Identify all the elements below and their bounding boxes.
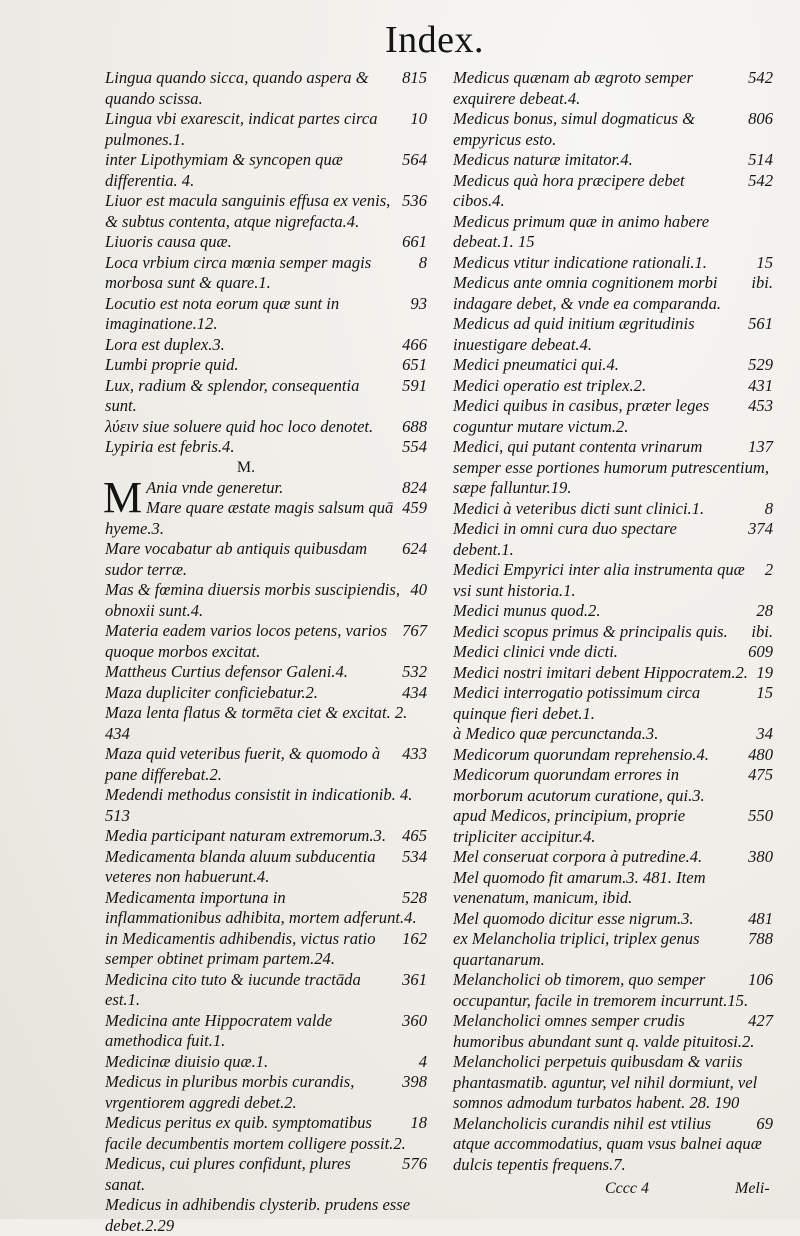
entry-page-number: 361 bbox=[402, 969, 427, 989]
index-entry bbox=[453, 1052, 773, 1114]
entry-text: Medicus naturæ imitator.4. bbox=[453, 150, 633, 169]
index-entry bbox=[453, 560, 773, 601]
index-entry bbox=[105, 683, 427, 704]
entry-text: Mel conseruat corpora à putredine.4. bbox=[453, 847, 703, 866]
entry-text: Maza quid veteribus fuerit, & quomodo à pane differebat.2. bbox=[105, 744, 381, 784]
index-entry bbox=[453, 622, 773, 643]
index-entry bbox=[453, 171, 773, 212]
entry-text: Liuoris causa quæ. bbox=[105, 232, 232, 251]
index-entry bbox=[453, 212, 773, 253]
index-entry bbox=[453, 683, 773, 724]
index-entry bbox=[453, 929, 773, 970]
index-entry bbox=[453, 253, 773, 274]
index-entry bbox=[105, 662, 427, 683]
index-entry bbox=[453, 437, 773, 499]
entry-text: Medici Empyrici inter alia instrumenta quæ vsi sunt historia.1. bbox=[453, 560, 745, 600]
index-entry bbox=[105, 335, 427, 356]
entry-text: à Medico quæ percunctanda.3. bbox=[453, 724, 659, 743]
entry-page-number: 824 bbox=[402, 477, 427, 497]
index-entry bbox=[453, 909, 773, 930]
entry-page-number: 514 bbox=[748, 150, 773, 169]
index-entry bbox=[105, 1113, 427, 1154]
entry-page-number: 34 bbox=[756, 724, 773, 743]
entry-text: Liuor est macula sanguinis effusa ex venis, & subtus contenta, atque nigrefacta.4. bbox=[105, 191, 391, 231]
entry-text: in Medicamentis adhibendis, victus ratio semper obtinet primam partem.24. bbox=[105, 928, 376, 968]
entry-page-number: 434 bbox=[402, 682, 427, 702]
index-entry bbox=[453, 1011, 773, 1052]
index-entry bbox=[105, 580, 427, 621]
entry-text: Medicus vtitur indicatione rationali.1. bbox=[453, 252, 707, 272]
entry-page-number: 528 bbox=[402, 887, 427, 907]
entry-text: Loca vrbium circa mœnia semper magis morbosa sunt & quare.1. bbox=[105, 252, 372, 292]
entry-page-number: ibi. bbox=[751, 621, 773, 641]
index-entry bbox=[105, 355, 427, 376]
entry-page-number: 10 bbox=[410, 109, 427, 128]
index-entry bbox=[453, 847, 773, 868]
entry-text: Medici nostri imitari debent Hippocratem.2. bbox=[453, 662, 748, 682]
entry-text: Medicinæ diuisio quæ.1. bbox=[105, 1051, 269, 1071]
index-entry bbox=[453, 1114, 773, 1176]
entry-page-number: 19 bbox=[756, 662, 773, 682]
entry-text: Melancholici omnes semper crudis humoribus abundant sunt q. valde pituitosi.2. bbox=[453, 1011, 755, 1051]
index-entry bbox=[453, 868, 773, 909]
entry-text: Lypiria est febris.4. bbox=[105, 437, 235, 456]
entry-page-number: 93 bbox=[410, 293, 427, 313]
entry-page-number: 767 bbox=[402, 621, 427, 640]
entry-page-number: 380 bbox=[748, 847, 773, 866]
entry-text: Melancholici ob timorem, quo semper occupantur, facile in tremorem incurrunt.15. bbox=[453, 970, 749, 1010]
entry-page-number: ibi. bbox=[751, 273, 773, 292]
index-entry bbox=[105, 970, 427, 1011]
index-entry bbox=[105, 376, 427, 417]
index-entry bbox=[105, 232, 427, 253]
entry-text: Medicorum quorundam errores in morborum acutorum curatione, qui.3. bbox=[453, 765, 705, 805]
entry-text: Medici clinici vnde dicti. bbox=[453, 642, 618, 661]
entry-page-number: 69 bbox=[756, 1113, 773, 1133]
entry-page-number: 481 bbox=[748, 908, 773, 928]
entry-text: Mel quomodo fit amarum.3. 481. Item venenatum, manicum, ibid. bbox=[453, 867, 706, 907]
entry-page-number: 534 bbox=[402, 846, 427, 866]
entry-text: Medici in omni cura duo spectare debent.1. bbox=[453, 519, 677, 559]
index-entry bbox=[105, 1072, 427, 1113]
index-entry bbox=[453, 314, 773, 355]
page-title: Index. bbox=[385, 19, 485, 61]
entry-text: Medicus in pluribus morbis curandis, vrgentiorem aggredi debet.2. bbox=[105, 1072, 355, 1112]
index-entry bbox=[453, 519, 773, 560]
drop-cap: M bbox=[103, 472, 143, 522]
entry-page-number: 106 bbox=[748, 970, 773, 989]
index-entry bbox=[105, 1052, 427, 1073]
entry-text: Medici à veteribus dicti sunt clinici.1. bbox=[453, 498, 705, 518]
entry-page-number: 466 bbox=[402, 334, 427, 354]
index-entry bbox=[453, 109, 773, 150]
entry-page-number: 40 bbox=[410, 580, 427, 599]
entry-page-number: 431 bbox=[748, 375, 773, 395]
entry-page-number: 427 bbox=[748, 1011, 773, 1030]
section-letter: M. bbox=[236, 458, 256, 476]
entry-page-number: 688 bbox=[402, 416, 427, 436]
catchword: Meli- bbox=[735, 1180, 770, 1197]
index-entry bbox=[105, 1011, 427, 1052]
index-entry bbox=[105, 150, 427, 191]
entry-page-number: 15 bbox=[756, 252, 773, 272]
index-entry bbox=[105, 1154, 427, 1195]
index-entry bbox=[453, 355, 773, 376]
entry-text: Mare vocabatur ab antiquis quibusdam sudor terræ. bbox=[105, 539, 368, 579]
entry-page-number: 788 bbox=[748, 929, 773, 948]
entry-page-number: 651 bbox=[402, 355, 427, 374]
entry-text: Medici pneumatici qui.4. bbox=[453, 355, 619, 374]
entry-text: Medici interrogatio potissimum circa quinque fieri debet.1. bbox=[453, 683, 701, 723]
entry-text: apud Medicos, principium, proprie tripliciter accipitur.4. bbox=[453, 806, 686, 846]
entry-text: Materia eadem varios locos petens, varios quoque morbos excitat. bbox=[105, 621, 388, 661]
entry-page-number: 542 bbox=[748, 170, 773, 190]
index-entry bbox=[105, 68, 427, 109]
entry-text: Media participant naturam extremorum.3. bbox=[105, 826, 386, 845]
entry-text: Medici, qui putant contenta vrinarum semper esse portiones humorum putrescentium, sæpe falluntur.19. bbox=[453, 437, 770, 497]
index-entry bbox=[105, 539, 427, 580]
entry-page-number: 532 bbox=[402, 662, 427, 681]
entry-page-number: 28 bbox=[756, 601, 773, 620]
entry-text: Melancholicis curandis nihil est vtilius atque accommodatius, quam vsus balnei aquæ dulcis tepentis frequens.7. bbox=[453, 1113, 762, 1174]
entry-page-number: 624 bbox=[402, 539, 427, 558]
entry-text: Medendi methodus consistit in indicationib. 4. 513 bbox=[105, 785, 413, 825]
entry-page-number: 459 bbox=[402, 498, 427, 517]
entry-page-number: 453 bbox=[748, 396, 773, 415]
index-entry bbox=[453, 745, 773, 766]
entry-page-number: 465 bbox=[402, 826, 427, 845]
index-entry bbox=[453, 642, 773, 663]
index-entry bbox=[453, 68, 773, 109]
entry-page-number: 162 bbox=[402, 928, 427, 948]
index-entry bbox=[105, 744, 427, 785]
index-entry bbox=[105, 847, 427, 888]
entry-text: λύειν siue soluere quid hoc loco denotet. bbox=[105, 416, 374, 436]
index-entry bbox=[105, 1195, 427, 1236]
index-entry bbox=[453, 376, 773, 397]
entry-page-number: 433 bbox=[402, 744, 427, 763]
index-entry bbox=[105, 437, 427, 458]
entry-text: Medici scopus primus & principalis quis. bbox=[453, 621, 728, 641]
index-entry bbox=[105, 294, 427, 335]
entry-page-number: 398 bbox=[402, 1072, 427, 1091]
entry-page-number: 480 bbox=[748, 744, 773, 764]
index-entry bbox=[105, 253, 427, 294]
index-entry bbox=[105, 703, 427, 744]
entry-text: Medicorum quorundam reprehensio.4. bbox=[453, 744, 709, 764]
entry-text: Medicus primum quæ in animo habere debeat.1. 15 bbox=[453, 211, 710, 251]
entry-page-number: 15 bbox=[756, 683, 773, 702]
signature-mark: Cccc 4 bbox=[605, 1180, 649, 1197]
entry-text: Medicina ante Hippocratem valde amethodica fuit.1. bbox=[105, 1010, 333, 1050]
entry-text: Medicus quà hora præcipere debet cibos.4. bbox=[453, 170, 685, 210]
entry-text: Lingua vbi exarescit, indicat partes circa pulmones.1. bbox=[105, 109, 378, 149]
entry-page-number: 542 bbox=[748, 68, 773, 87]
entry-text: Maza dupliciter conficiebatur.2. bbox=[105, 682, 318, 702]
index-entry bbox=[453, 970, 773, 1011]
index-entry bbox=[105, 621, 427, 662]
entry-page-number: 561 bbox=[748, 314, 773, 333]
entry-text: Mattheus Curtius defensor Galeni.4. bbox=[105, 662, 348, 681]
entry-text: Medici operatio est triplex.2. bbox=[453, 375, 647, 395]
index-entry bbox=[453, 724, 773, 745]
index-column-right bbox=[453, 68, 773, 1175]
index-entry bbox=[453, 765, 773, 806]
index-entry bbox=[453, 396, 773, 437]
entry-page-number: 591 bbox=[402, 375, 427, 395]
entry-text: Medicus ante omnia cognitionem morbi indagare debet, & vnde ea comparanda. bbox=[453, 273, 722, 313]
entry-text: Medicus in adhibendis clysterib. prudens esse debet.2.29 bbox=[105, 1195, 411, 1235]
entry-text: Medicus bonus, simul dogmaticus & empyricus esto. bbox=[453, 109, 695, 149]
entry-page-number: 815 bbox=[402, 68, 427, 87]
entry-page-number: 475 bbox=[748, 765, 773, 784]
entry-text: Mel quomodo dicitur esse nigrum.3. bbox=[453, 908, 694, 928]
entry-text: Medicamenta blanda aluum subducentia veteres non habuerunt.4. bbox=[105, 846, 376, 886]
entry-text: Melancholici perpetuis quibusdam & variis phantasmatib. aguntur, vel nihil dormiunt, vel somnos admodum turbatos habent. 28. 190 bbox=[453, 1052, 758, 1112]
index-entry bbox=[105, 417, 427, 438]
entry-text: Medicus ad quid initium ægritudinis inuestigare debeat.4. bbox=[453, 314, 695, 354]
entry-text: Medici quibus in casibus, præter leges coguntur mutare victum.2. bbox=[453, 396, 710, 436]
entry-text: Maza lenta flatus & tormēta ciet & excitat. 2. 434 bbox=[105, 703, 408, 743]
entry-page-number: 609 bbox=[748, 642, 773, 661]
entry-page-number: 536 bbox=[402, 191, 427, 210]
entry-page-number: 529 bbox=[748, 355, 773, 374]
entry-text: Mas & fœmina diuersis morbis suscipiendis, obnoxii sunt.4. bbox=[105, 580, 401, 620]
entry-text: ex Melancholia triplici, triplex genus quartanarum. bbox=[453, 929, 700, 969]
index-entry bbox=[453, 663, 773, 684]
index-entry bbox=[453, 806, 773, 847]
entry-text: Lux, radium & splendor, consequentia sunt. bbox=[105, 375, 360, 415]
entry-text: Medicus quænam ab ægroto semper exquirere debeat.4. bbox=[453, 68, 693, 108]
entry-page-number: 137 bbox=[748, 437, 773, 456]
entry-text: Mare quare æstate magis salsum quā hyeme.3. bbox=[105, 498, 394, 538]
index-entry bbox=[453, 601, 773, 622]
entry-page-number: 576 bbox=[402, 1154, 427, 1173]
index-entry bbox=[105, 498, 427, 539]
entry-text: Medicamenta importuna in inflammationibus adhibita, mortem adferunt.4. bbox=[105, 887, 417, 927]
index-entry bbox=[453, 499, 773, 520]
entry-text: Locutio est nota eorum quæ sunt in imaginatione.12. bbox=[105, 293, 340, 333]
entry-page-number: 18 bbox=[410, 1113, 427, 1132]
entry-page-number: 374 bbox=[748, 519, 773, 538]
entry-page-number: 550 bbox=[748, 806, 773, 825]
entry-page-number: 661 bbox=[402, 232, 427, 251]
entry-text: Ania vnde generetur. bbox=[146, 477, 284, 497]
entry-text: inter Lipothymiam & synсopen quæ differentia. 4. bbox=[105, 150, 343, 190]
entry-page-number: 554 bbox=[402, 437, 427, 456]
index-column-left bbox=[105, 68, 427, 1236]
entry-text: Medicina cito tuto & iucunde tractāda est.1. bbox=[105, 969, 361, 1009]
entry-page-number: 564 bbox=[402, 150, 427, 169]
entry-page-number: 806 bbox=[748, 109, 773, 128]
entry-text: Medicus peritus ex quib. symptomatibus facile decumbentis mortem colligere possit.2. bbox=[105, 1113, 406, 1153]
entry-text: Lora est duplex.3. bbox=[105, 334, 225, 354]
index-entry bbox=[105, 826, 427, 847]
entry-page-number: 8 bbox=[764, 498, 773, 518]
entry-page-number: 4 bbox=[418, 1051, 427, 1071]
index-entry bbox=[453, 150, 773, 171]
entry-text: Lumbi proprie quid. bbox=[105, 355, 239, 374]
index-entry bbox=[105, 191, 427, 232]
entry-page-number: 2 bbox=[764, 560, 773, 579]
index-entry bbox=[105, 785, 427, 826]
index-entry bbox=[105, 109, 427, 150]
index-entry bbox=[453, 273, 773, 314]
entry-page-number: 8 bbox=[418, 252, 427, 272]
entry-text: Medici munus quod.2. bbox=[453, 601, 601, 620]
index-entry bbox=[105, 888, 427, 929]
entry-text: Lingua quando sicca, quando aspera & quando scissa. bbox=[105, 68, 369, 108]
entry-text: Medicus, cui plures confidunt, plures sanat. bbox=[105, 1154, 351, 1194]
index-entry bbox=[105, 929, 427, 970]
entry-page-number: 360 bbox=[402, 1010, 427, 1030]
